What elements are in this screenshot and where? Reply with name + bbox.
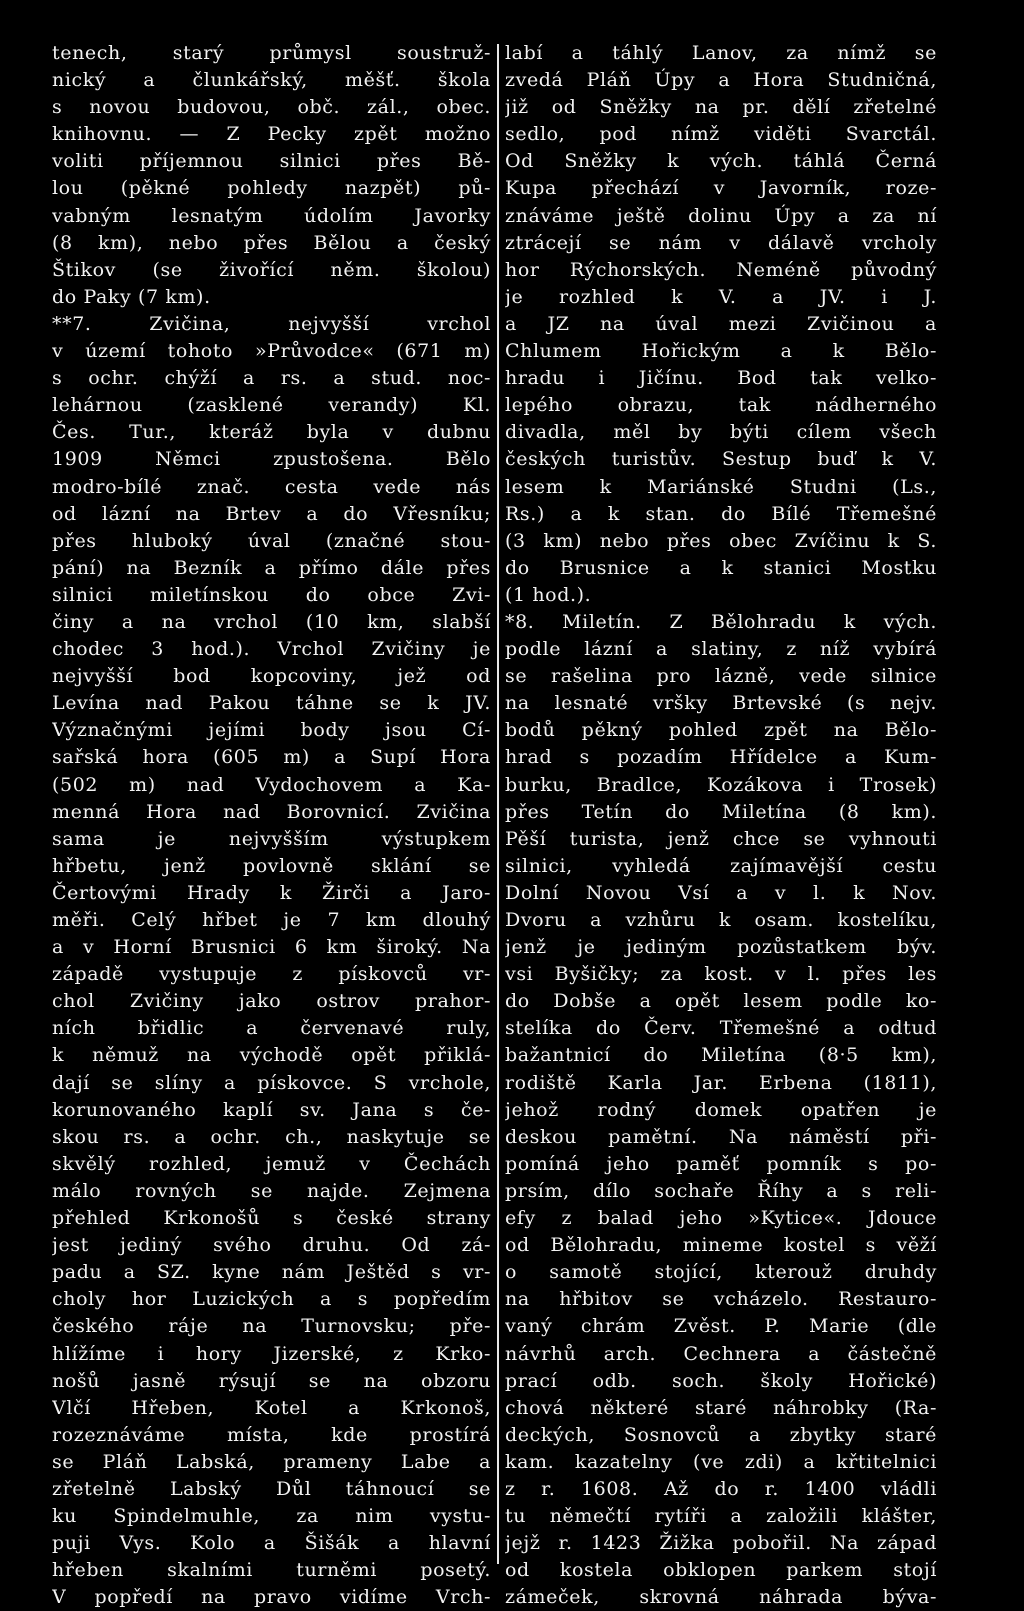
text-line: znáváme ještě dolinu Úpy a za ní: [505, 204, 937, 227]
text-line: (8 km), nebo přes Bělou a český: [52, 231, 491, 254]
text-line: *8. Miletín. Z Bělohradu k vých.: [505, 610, 937, 633]
text-line: Pěší turista, jenž chce se vyhnouti: [505, 827, 937, 850]
text-line: chol Zvičiny jako ostrov prahor-: [52, 990, 491, 1013]
text-line: sařská hora (605 m) a Supí Hora: [52, 746, 491, 769]
text-line: málo rovných se najde. Zejmena: [52, 1179, 491, 1202]
text-line: deckých, Sosnovců a zbytky staré: [505, 1423, 937, 1446]
text-line: z r. 1608. Až do r. 1400 vládli: [505, 1477, 937, 1500]
text-line: Čes. Tur., kteráž byla v dubnu: [52, 421, 491, 444]
text-line: bažantnicí do Miletína (8·5 km),: [505, 1044, 937, 1067]
text-line: ztrácejí se nám v dálavě vrcholy: [505, 231, 937, 254]
text-line: do Paky (7 km).: [52, 285, 211, 308]
text-line: hřbetu, jenž povlovně sklání se: [52, 854, 491, 877]
text-line: dají se slíny a pískovce. S vrchole,: [52, 1071, 491, 1094]
text-line: 1909 Němci zpustošena. Bělo: [52, 448, 491, 471]
text-line: na lesnaté vršky Brtevské (s nejv.: [505, 692, 937, 715]
text-line: nejvyšší bod kopcoviny, jež od: [52, 665, 491, 688]
text-line: jehož rodný domek opatřen je: [505, 1098, 937, 1121]
text-line: se Pláň Labská, prameny Labe a: [52, 1450, 491, 1473]
text-line: Význačnými jejími body jsou Cí-: [52, 719, 491, 742]
text-line: rozeznáváme místa, kde prostírá: [52, 1423, 491, 1446]
text-line: stelíka do Červ. Třemešné a odtud: [505, 1017, 937, 1040]
text-line: Vlčí Hřeben, Kotel a Krkonoš,: [52, 1396, 491, 1419]
text-line: prsím, dílo sochaře Říhy a s reli-: [505, 1179, 937, 1202]
text-line: Od Sněžky k vých. táhlá Černá: [505, 150, 937, 173]
text-line: modro-bílé znač. cesta vede nás: [52, 475, 491, 498]
text-line: jest jediný svého druhu. Od zá-: [52, 1234, 491, 1257]
text-line: s ochr. chýží a rs. a stud. noc-: [52, 367, 491, 390]
text-line: jenž je jediným pozůstatkem býv.: [505, 936, 937, 959]
text-line: skou rs. a ochr. ch., naskytuje se: [52, 1125, 491, 1148]
text-line: Rs.) a k stan. do Bílé Třemešné: [505, 502, 937, 525]
text-line: českých turistův. Sestup buď k V.: [505, 448, 937, 471]
text-line: skvělý rozhled, jemuž v Čechách: [52, 1152, 491, 1175]
text-line: hřeben skalními turněmi posetý.: [52, 1559, 491, 1582]
text-line: hor Rýchorských. Neméně původný: [505, 258, 937, 281]
text-line: již od Sněžky na pr. dělí zřetelné: [505, 96, 937, 119]
text-line: měři. Celý hřbet je 7 km dlouhý: [52, 909, 491, 931]
text-line: Kupa přechází v Javorník, roze-: [505, 177, 937, 200]
text-line: a v Horní Brusnici 6 km široký. Na: [52, 936, 491, 959]
text-line: v území tohoto »Průvodce« (671 m): [52, 340, 491, 363]
text-line: o samotě stojící, kterouž druhdy: [505, 1261, 937, 1284]
text-line: lou (pěkné pohledy nazpět) pů-: [52, 177, 491, 200]
text-line: zámeček, skrovná náhrada býva-: [505, 1586, 937, 1609]
left-column: [52, 40, 497, 1611]
text-line: návrhů arch. Cechnera a částečně: [505, 1342, 937, 1365]
text-line: deskou pamětní. Na náměstí při-: [505, 1125, 937, 1148]
text-line: se rašelina pro lázně, vede silnice: [505, 665, 937, 688]
text-line: chodec 3 hod.). Vrchol Zvičiny je: [52, 638, 491, 661]
text-line: divadla, měl by býti cílem všech: [505, 421, 937, 444]
text-line: Chlumem Hořickým a k Bělo-: [505, 340, 937, 363]
text-line: (502 m) nad Vydochovem a Ka-: [52, 773, 491, 796]
text-line: od kostela obklopen parkem stojí: [505, 1559, 937, 1582]
text-line: choly hor Luzických a s popředím: [52, 1288, 491, 1311]
text-line: zvedá Pláň Úpy a Hora Studničná,: [505, 69, 937, 92]
text-line: činy a na vrchol (10 km, slabší: [52, 610, 491, 633]
text-line: silnici miletínskou do obce Zvi-: [52, 583, 491, 606]
text-line: tenech, starý průmysl soustruž-: [52, 42, 491, 64]
text-line: padu a SZ. kyne nám Ještěd s vr-: [52, 1261, 491, 1284]
text-line: českého ráje na Turnovsku; pře-: [52, 1315, 491, 1338]
text-line: vsi Byšičky; za kost. v l. přes les: [505, 963, 937, 986]
text-line: knihovnu. — Z Pecky zpět možno: [52, 123, 491, 146]
text-line: hradu i Jičínu. Bod tak velko-: [505, 367, 937, 390]
text-line: menná Hora nad Borovnicí. Zvičina: [52, 800, 491, 823]
text-line: lesem k Mariánské Studni (Ls.,: [505, 475, 937, 498]
text-line: ku Spindelmuhle, za nim vystu-: [52, 1505, 491, 1528]
text-line: (3 km) nebo přes obec Zvíčinu k S.: [505, 529, 937, 552]
text-line: **7. Zvičina, nejvyšší vrchol: [52, 312, 491, 335]
text-line: přes hluboký úval (značné stou-: [52, 529, 491, 552]
text-line: přes Tetín do Miletína (8 km).: [505, 800, 937, 823]
text-line: do Brusnice a k stanici Mostku: [505, 556, 937, 579]
right-column: [499, 40, 937, 1611]
text-line: do Dobše a opět lesem podle ko-: [505, 990, 937, 1013]
text-line: podle lázní a slatiny, z níž vybírá: [505, 638, 937, 661]
text-line: prací odb. soch. školy Hořické): [505, 1369, 937, 1392]
text-line: puji Vys. Kolo a Šišák a hlavní: [52, 1532, 491, 1555]
text-line: Levína nad Pakou táhne se k JV.: [52, 692, 491, 715]
text-line: lepého obrazu, tak nádherného: [505, 394, 937, 417]
text-line: hrad s pozadím Hřídelce a Kum-: [505, 746, 937, 769]
text-line: přehled Krkonošů s české strany: [52, 1207, 491, 1230]
text-line: sama je nejvyšším výstupkem: [52, 827, 491, 850]
text-line: od Bělohradu, mineme kostel s věží: [505, 1234, 937, 1257]
text-line: lehárnou (zasklené verandy) Kl.: [52, 394, 491, 417]
text-line: je rozhled k V. a JV. i J.: [505, 285, 937, 308]
text-line: sedlo, pod nímž viděti Svarctál.: [505, 123, 937, 146]
text-line: korunovaného kaplí sv. Jana s če-: [52, 1098, 491, 1121]
text-line: západě vystupuje z pískovců vr-: [52, 963, 491, 986]
text-line: od lázní na Brtev a do Vřesníku;: [52, 502, 491, 525]
text-line: Dvoru a vzhůru k osam. kostelíku,: [505, 909, 937, 931]
text-line: Štikov (se živořící něm. školou): [52, 258, 491, 281]
text-line: nický a člunkářský, měšť. škola: [52, 69, 491, 92]
text-line: kam. kazatelny (ve zdi) a křtitelnici: [505, 1450, 937, 1473]
text-line: k němuž na východě opět přiklá-: [52, 1044, 491, 1067]
text-line: s novou budovou, obč. zál., obec.: [52, 96, 491, 119]
text-line: (1 hod.).: [505, 583, 592, 606]
text-line: zřetelně Labský Důl táhnoucí se: [52, 1477, 491, 1500]
text-line: ních břidlic a červenavé ruly,: [52, 1017, 491, 1040]
text-line: a JZ na úval mezi Zvičinou a: [505, 312, 937, 335]
text-line: labí a táhlý Lanov, za nímž se: [505, 42, 937, 64]
text-line: vabným lesnatým údolím Javorky: [52, 204, 491, 227]
text-line: pání) na Bezník a přímo dále přes: [52, 556, 491, 579]
text-line: Dolní Novou Vsí a v l. k Nov.: [505, 881, 937, 904]
text-line: burku, Bradlce, Kozákova i Trosek): [505, 773, 937, 796]
text-line: V popředí na pravo vidíme Vrch-: [52, 1586, 491, 1609]
text-line: na hřbitov se vcházelo. Restauro-: [505, 1288, 937, 1311]
text-line: silnici, vyhledá zajímavější cestu: [505, 854, 937, 877]
text-line: bodů pěkný pohled zpět na Bělo-: [505, 719, 937, 742]
text-line: vaný chrám Zvěst. P. Marie (dle: [505, 1315, 937, 1338]
text-line: voliti příjemnou silnici přes Bě-: [52, 150, 491, 173]
text-line: pomíná jeho paměť pomník s po-: [505, 1152, 937, 1175]
text-line: hlížíme i hory Jizerské, z Krko-: [52, 1342, 491, 1365]
text-line: Čertovými Hrady k Žirči a Jaro-: [52, 881, 491, 904]
text-line: rodiště Karla Jar. Erbena (1811),: [505, 1071, 937, 1094]
text-line: efy z balad jeho »Kytice«. Jdouce: [505, 1207, 937, 1230]
text-line: tu němečtí rytíři a založili klášter,: [505, 1505, 937, 1528]
text-line: nošů jasně rýsují se na obzoru: [52, 1369, 491, 1392]
text-line: jejž r. 1423 Žižka pobořil. Na západ: [505, 1532, 937, 1555]
text-line: chová některé staré náhrobky (Ra-: [505, 1396, 937, 1419]
